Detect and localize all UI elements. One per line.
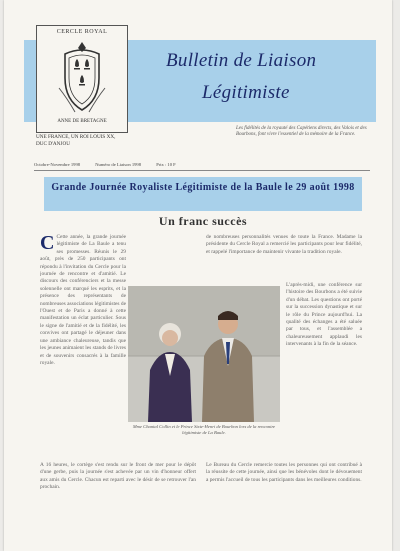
divider [34,170,370,171]
issue-date: Octobre-Novembre 1998 [34,162,81,167]
masthead-tagline: Les fidélités de la royauté des Capétiens directs, des Valois et des Bourbons, font vivre l'essentiel de la mémoire de la France. [236,126,367,138]
masthead-motto: UNE FRANCE, UN ROI LOUIS XX, DUC D'ANJOU [36,134,116,147]
article-column-5: Le Bureau du Cercle remercie toutes les personnes qui ont contribué à la réussite de cette journée, ainsi que les bénévoles dont le dévouement a permis l'accueil de tous les participants dans les meilleures conditions. [206,462,362,483]
article-headline: Grande Journée Royaliste Légitimiste de la Baule le 29 août 1998 [51,182,355,193]
logo-top-text: CERCLE ROYAL [56,29,108,35]
article-column-3: L'après-midi, une conférence sur l'histoire des Bourbons a été suivie d'un débat. Les questions ont porté sur la succession dynastique et sur le rôle du Prince aujourd'hui. La qualité des échanges a été saluée par tous, et l'assemblée a chaleureusement applaudi les intervenants à la fin de la séance. [286,282,362,348]
issue-price: Prix : 10 F [156,162,176,167]
photo-illustration [128,286,280,422]
article-column-2: de nombreuses personnalités venues de toute la France. Madame la présidente du Cercle Royal a remercié les participants pour leur fidélité, et rappelé l'importance de maintenir vivante la tradition royale. [206,234,362,255]
masthead-subtitle: Légitimiste [202,82,290,103]
cercle-royal-logo [36,25,128,133]
drop-cap: C [40,234,55,254]
photo-caption: Mme Chantal Collin et le Prince Sixte-Henri de Bourbon lors de la rencontre légitimiste de La Baule. [132,424,276,435]
issue-meta [34,162,364,167]
article-column-1 [40,234,126,454]
masthead-title: Bulletin de Liaison [166,50,317,71]
article-column-4: A 16 heures, le cortège s'est rendu sur le front de mer pour le dépôt d'une gerbe, puis la journée s'est achevée par un vin d'honneur offert aux amis du Cercle. Chacun est reparti avec le désir de se retrouver l'an prochain. [40,462,196,491]
logo-bottom-text: ANNE DE BRETAGNE [57,119,107,124]
event-photo [128,286,280,422]
article-subhead: Un franc succès [158,214,248,228]
bulletin-page [4,0,392,551]
article-text-1: Cette année, la grande journée légitimiste de La Baule a tenu ses promesses. Réunis le 29 août, près de 250 participants ont répondu à l'invitation du Cercle pour la journée de rencontre et d'amitié. Le discours des conférenciers et la messe solennelle ont marqué les esprits, et la présence des représentants de nombreuses associations légitimistes de l'Ouest et de Paris a donné à cette manifestation un éclat particulier. Sous le signe de l'amitié et de la fidélité, les convives ont partagé le déjeuner dans une ambiance chaleureuse, tandis que les jeunes animaient les stands de livres et de souvenirs consacrés à la famille royale. [40,234,126,366]
issue-number: Numéro de Liaison 1998 [95,162,142,167]
fleur-de-lis-crest-icon [55,38,109,116]
